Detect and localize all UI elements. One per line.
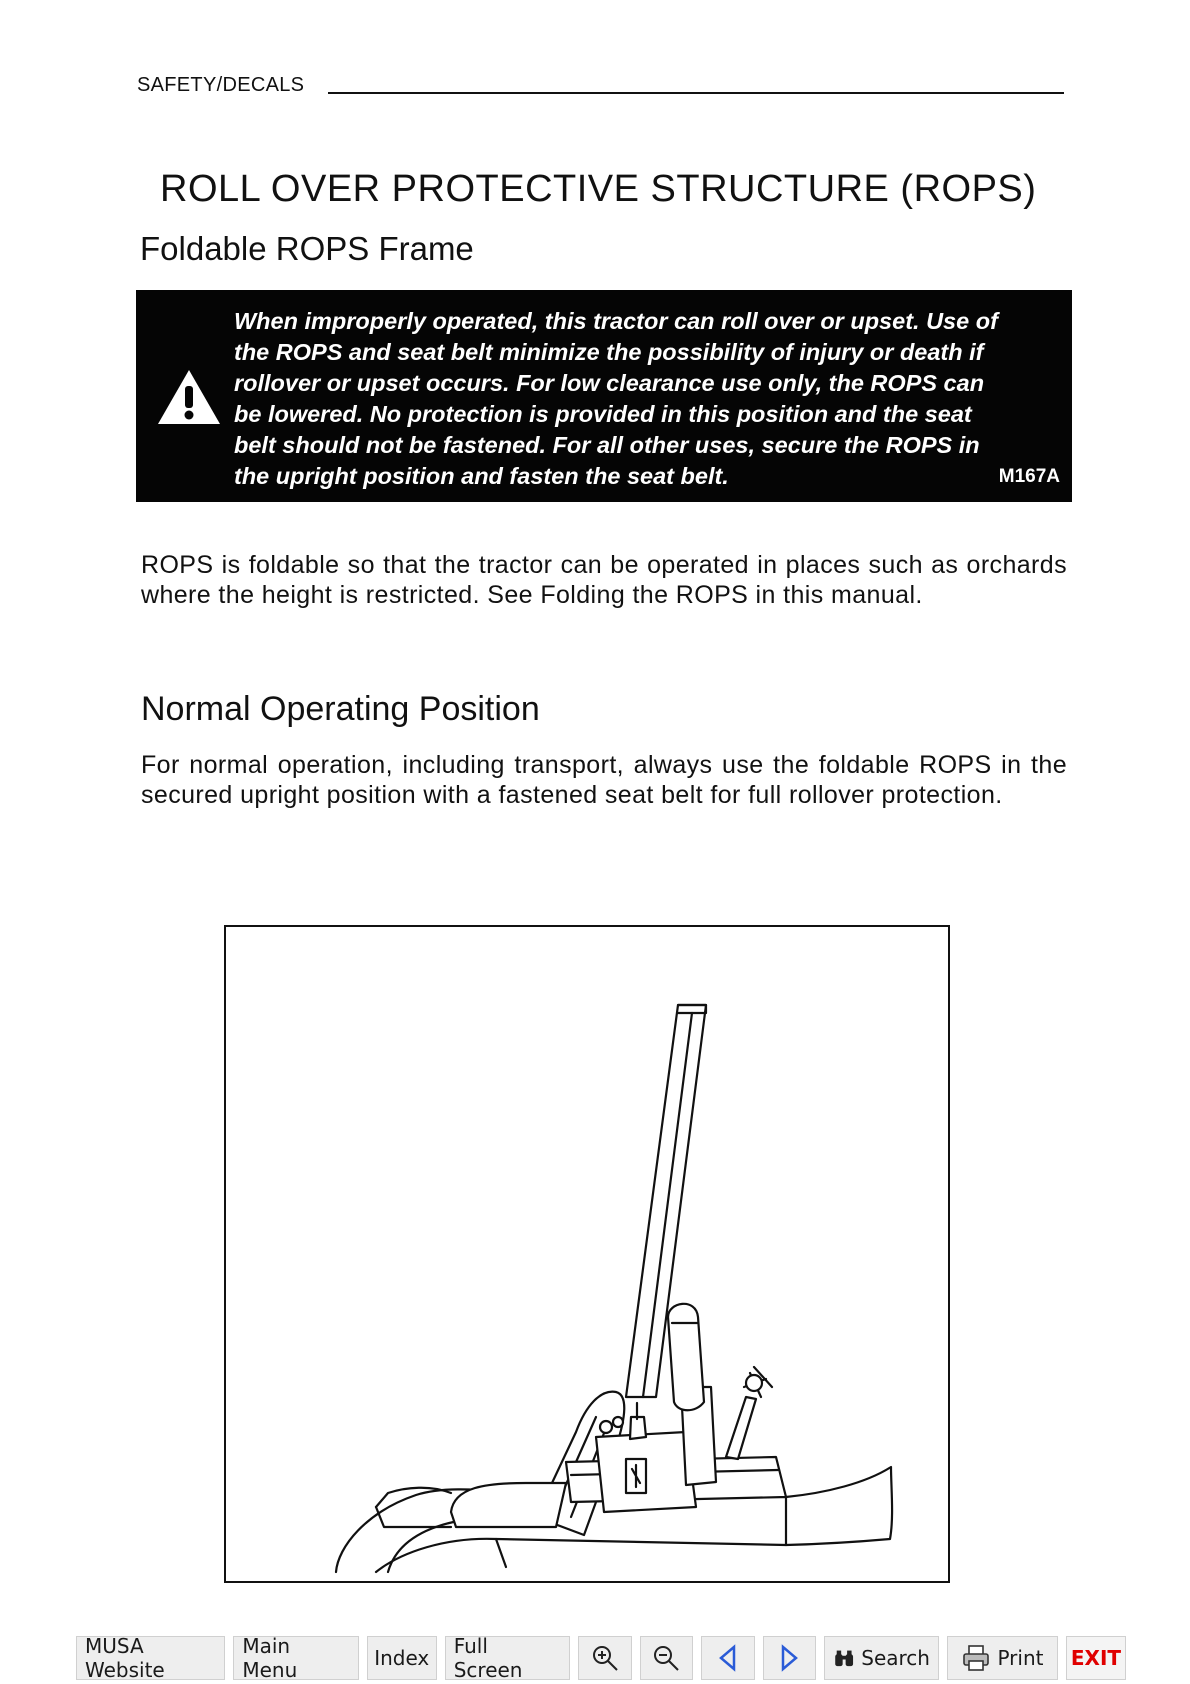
next-page-button[interactable] <box>763 1636 816 1680</box>
binoculars-icon <box>833 1643 855 1673</box>
normal-operation-paragraph: For normal operation, including transport, always use the foldable ROPS in the secured upright position with a fastened seat belt for full rollover protection. <box>141 751 1067 809</box>
header-section-label: SAFETY/DECALS <box>137 74 305 96</box>
previous-page-button[interactable] <box>701 1636 754 1680</box>
musa-website-button[interactable]: MUSA Website <box>76 1636 225 1680</box>
full-screen-button[interactable]: Full Screen <box>445 1636 570 1680</box>
next-page-icon <box>774 1643 804 1673</box>
zoom-in-button[interactable] <box>578 1636 631 1680</box>
previous-page-icon <box>713 1643 743 1673</box>
main-menu-button[interactable]: Main Menu <box>233 1636 358 1680</box>
warning-box <box>136 290 1072 502</box>
warning-code: M167A <box>998 466 1060 487</box>
zoom-out-button[interactable] <box>640 1636 693 1680</box>
section-heading: Normal Operating Position <box>141 690 540 728</box>
zoom-in-icon <box>590 1643 620 1673</box>
page-subtitle: Foldable ROPS Frame <box>140 230 474 267</box>
header-rule <box>328 92 1064 94</box>
bottom-toolbar <box>76 1636 1126 1682</box>
index-button[interactable]: Index <box>367 1636 437 1680</box>
exit-button[interactable]: EXIT <box>1066 1636 1126 1680</box>
intro-paragraph: ROPS is foldable so that the tractor can be operated in places such as orchards where the height is restricted. See Folding the ROPS in this manual. <box>141 551 1067 609</box>
page-title: ROLL OVER PROTECTIVE STRUCTURE (ROPS) <box>160 168 1037 210</box>
warning-triangle-icon <box>156 368 222 426</box>
print-label: Print <box>997 1646 1044 1670</box>
print-button[interactable] <box>947 1636 1058 1680</box>
printer-icon <box>961 1643 991 1673</box>
tractor-rops-upright-illustration <box>226 927 948 1581</box>
warning-text: When improperly operated, this tractor can roll over or upset. Use of the ROPS and seat belt minimize the possibility of injury or death if rollover or upset occurs. For low clearance use only, the ROPS can be lowered. No protection is provided in this position and the seat belt should not be fastened. For all other uses, secure the ROPS in the upright position and fasten the seat belt. <box>234 308 998 489</box>
figure-frame <box>224 925 950 1583</box>
search-label: Search <box>861 1646 930 1670</box>
zoom-out-icon <box>651 1643 681 1673</box>
search-button[interactable] <box>824 1636 939 1680</box>
